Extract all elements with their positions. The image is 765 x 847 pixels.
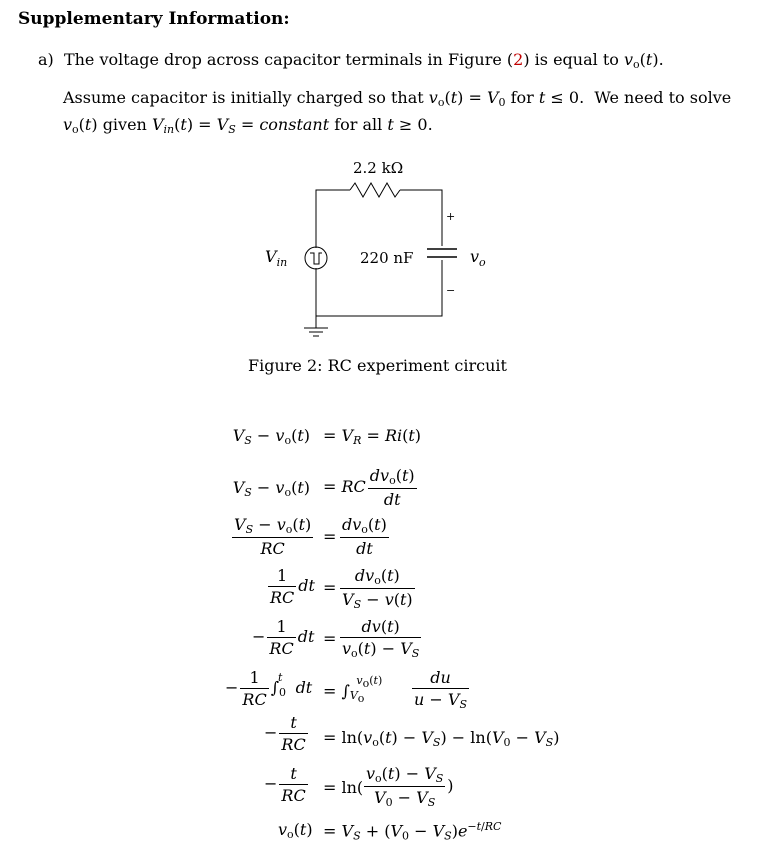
source-label: $V_{in}$ <box>265 247 288 269</box>
figure-caption: Figure 2: RC experiment circuit <box>248 356 507 375</box>
item-a-marker: a) <box>38 50 54 69</box>
minus-sign: − <box>446 284 456 297</box>
section-heading: Supplementary Information: <box>18 9 290 29</box>
figure-ref-link[interactable]: 2 <box>513 50 524 69</box>
assume-line-2: $v_o(t)$ given $V_{in}(t) = V_S$ = constant for all t ≥ 0. <box>63 115 433 136</box>
resistor-label: 2.2 kΩ <box>353 159 404 177</box>
rc-circuit-diagram <box>250 150 510 350</box>
capacitor-label: 220 nF <box>360 249 414 267</box>
item-a-sentence: a) The voltage drop across capacitor terminals in Figure (2) is equal to $v_o(t)$. <box>38 50 664 71</box>
plus-sign: + <box>446 210 456 223</box>
assume-line-1: Assume capacitor is initially charged so that $v_o(t) = V_0$ for t ≤ 0. We need to solve <box>63 88 732 109</box>
output-label: $v_o$ <box>470 247 486 269</box>
